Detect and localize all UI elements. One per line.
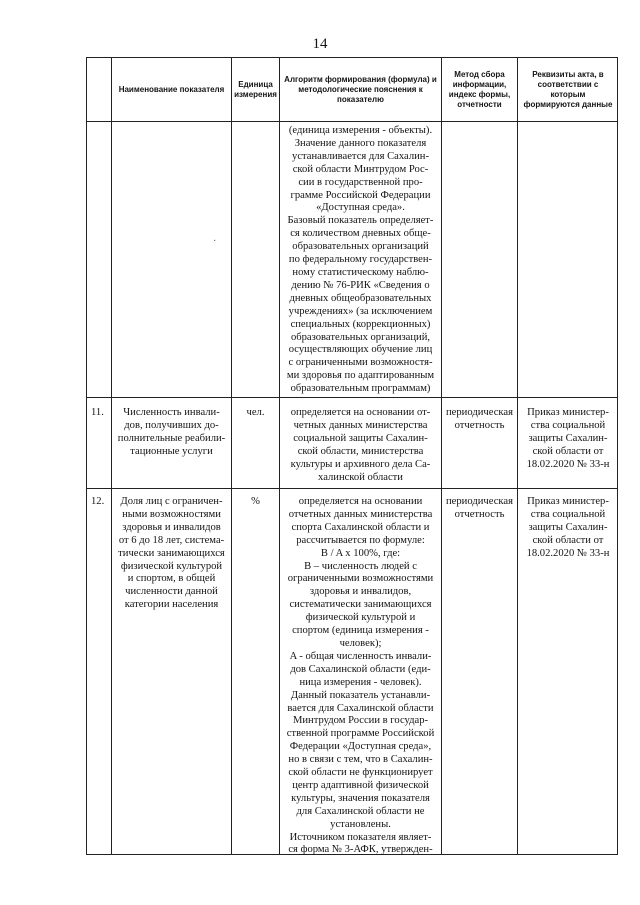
row-11-number: 11. <box>91 407 104 418</box>
row-12-algorithm: определяется на основании отчетных данных министерства спорта Сахалинской области и рассчитывается по формуле: B / A x 100%, где: B – численность людей с ограниченными возможностями здоровья и инвалидов, систематически занимающихся физической культурой и спортом (единица измерения - человек); A - общая численность инвали- дов Сахалинской области (еди- ница измерения - человек). Данный показатель устанавли- вается для Сахалинской области Минтрудом России в государ- ственной программе Российской Федерации «Доступная среда», но в связи с тем, что в Сахалин- ской области не функционирует центр адаптивной физической культуры, значения показателя для Сахалинской области не установлены. Источником показателя являет- ся форма № 3-АФК, утвержден- <box>286 496 435 856</box>
row-12-requisites: Приказ министер- ства социальной защиты Сахалин- ской области от 18.02.2020 № 33-н <box>526 496 610 559</box>
header-unit: Единица измерения <box>234 79 277 99</box>
header-method: Метод сбора информации, индекс формы, отчетности <box>448 69 511 109</box>
page-number: 14 <box>312 36 328 52</box>
header-name: Наименование показателя <box>118 84 225 94</box>
row-divider <box>87 121 617 122</box>
column-divider <box>441 58 442 854</box>
row-11-method: периодическая отчетность <box>446 407 513 431</box>
row-divider <box>87 397 617 398</box>
row-11-unit: чел. <box>246 407 265 418</box>
row-11-requisites: Приказ министер- ства социальной защиты Сахалин- ской области от 18.02.2020 № 33-н <box>526 407 610 470</box>
row-12-method: периодическая отчетность <box>446 496 513 520</box>
row-12-number: 12. <box>91 496 105 507</box>
row-12-name: Доля лиц с ограничен- ными возможностями здоровья и инвалидов от 6 до 18 лет, система- тически занимающихся физической культурой и спортом, в общей численности данной категории населения <box>118 496 225 611</box>
row-12-unit: % <box>251 496 260 507</box>
header-requisites: Реквизиты акта, в соответствии с которым формируются данные <box>523 69 613 109</box>
row-11-name: Численность инвали- дов, получивших до- полнительные реабили- тационные услуги <box>117 407 226 457</box>
row-continuation-algorithm: (единица измерения - объекты). Значение данного показателя устанавливается для Сахалин- ской области Минтрудом Рос- сии в государственной про- грамме Российской Федерации «Доступная среда». Базовый показатель определяет- ся количеством дневных обще- образовательных организаций по федеральному государствен- ному статистическому наблю- дению № 76-РИК «Сведения о дневных общеобразовательных учреждениях» (за исключением специальных (коррекционных) образовательных организаций, осуществляющих обучение лиц с ограниченными возможностя- ми здоровья по адаптированным образовательным программам) <box>286 125 435 395</box>
indicators-table <box>86 57 618 855</box>
column-divider <box>231 58 232 854</box>
row-divider <box>87 488 617 489</box>
scan-speck: · <box>213 236 217 247</box>
row-11-algorithm: определяется на основании от- четных данных министерства социальной защиты Сахалин- ской области, министерства культуры и архивного дела Са- халинской области <box>290 407 431 483</box>
header-algorithm: Алгоритм формирования (формула) и методологические пояснения к показателю <box>284 74 437 104</box>
